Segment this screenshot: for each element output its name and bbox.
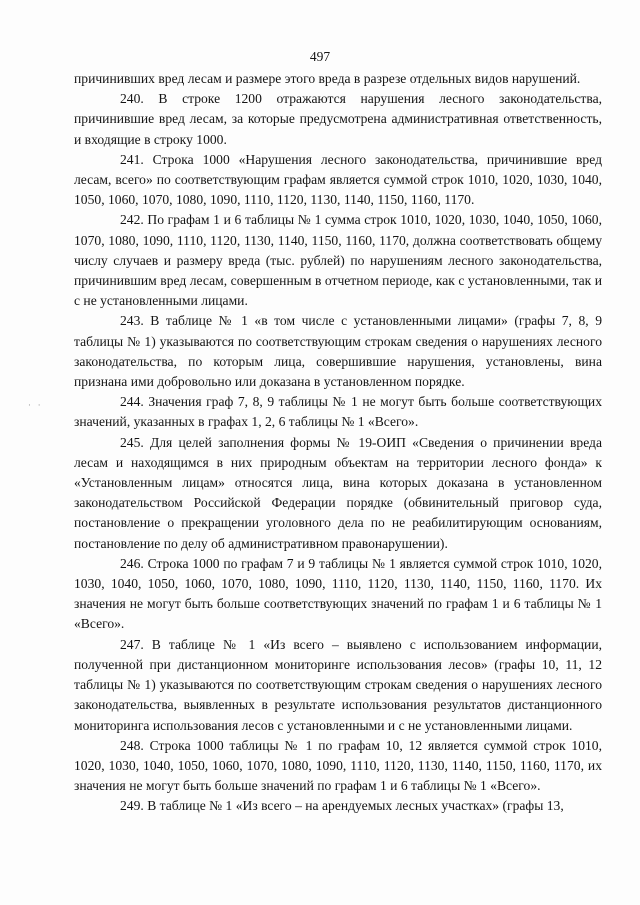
scan-artifact-mark: · · (28, 401, 43, 411)
paragraph-245: 245. Для целей заполнения формы № 19-ОИП «Сведения о причинении вреда лесам и находящимся в них природным объектам на территории лесного фонда» к «Установленным лицам» относятся лица, вина которых доказана в установленном законодательством Российской Федерации порядке (обвинительный приговор суда, постановление о прекращении уголовного дела по не реабилитирующим основаниям, постановление по делу об административном правонарушении). (74, 434, 602, 551)
document-body (74, 69, 602, 817)
paragraph-247: 247. В таблице № 1 «Из всего – выявлено с использованием информации, полученной при дистанционном мониторинге использования лесов» (графы 10, 11, 12 таблицы № 1) указываются по соответствующим строкам сведения о нарушениях лесного законодательства, выявленных в результате использования результатов дистанционного мониторинга использования лесов с установленными и с не установленными лицами. (74, 636, 602, 733)
paragraph-243: 243. В таблице № 1 «в том числе с установленными лицами» (графы 7, 8, 9 таблицы № 1) указываются по соответствующим строкам сведения о нарушениях лесного законодательства, по которым лица, совершившие нарушения, установлены, вина признана ими добровольно или доказана в установленном порядке. (74, 313, 602, 390)
paragraph-242: 242. По графам 1 и 6 таблицы № 1 сумма строк 1010, 1020, 1030, 1040, 1050, 1060, 1070, 1080, 1090, 1110, 1120, 1130, 1140, 1150, 1160, 1170, должна соответствовать общему числу случаев и размеру вреда (тыс. рублей) по нарушениям лесного законодательства, причинившим вред лесам, совершенным в отчетном периоде, как с установленными, так и с не установленными лицами. (74, 212, 602, 309)
paragraph-244: 244. Значения граф 7, 8, 9 таблицы № 1 не могут быть больше соответствующих значений, указанных в графах 1, 2, 6 таблицы № 1 «Всего». (74, 394, 602, 430)
paragraph-240: 240. В строке 1200 отражаются нарушения лесного законодательства, причинившие вред лесам, за которые предусмотрена административная ответственность, и входящие в строку 1000. (74, 91, 602, 147)
page-number: 497 (309, 49, 331, 64)
paragraph-248: 248. Строка 1000 таблицы № 1 по графам 10, 12 является суммой строк 1010, 1020, 1030, 1040, 1050, 1060, 1070, 1080, 1090, 1110, 1120, 1130, 1140, 1150, 1160, 1170, их значения не могут быть больше значений по графам 1 и 6 таблицы № 1 «Всего». (74, 737, 602, 794)
paragraph-241: 241. Строка 1000 «Нарушения лесного законодательства, причинившие вред лесам, всего» по соответствующим графам является суммой строк 1010, 1020, 1030, 1040, 1050, 1060, 1070, 1080, 1090, 1110, 1120, 1130, 1140, 1150, 1160, 1170. (74, 151, 602, 208)
paragraph-249: 249. В таблице № 1 «Из всего – на арендуемых лесных участках» (графы 13, (120, 798, 564, 814)
paragraph-continuation: причинивших вред лесам и размере этого вреда в разрезе отдельных видов нарушений. (74, 71, 581, 86)
paragraph-246: 246. Строка 1000 по графам 7 и 9 таблицы № 1 является суммой строк 1010, 1020, 1030, 1040, 1050, 1060, 1070, 1080, 1090, 1110, 1120, 1130, 1140, 1150, 1160, 1170. Их значения не могут быть больше соответствующих значений по графам 1 и 6 таблицы № 1 «Всего». (74, 555, 602, 632)
